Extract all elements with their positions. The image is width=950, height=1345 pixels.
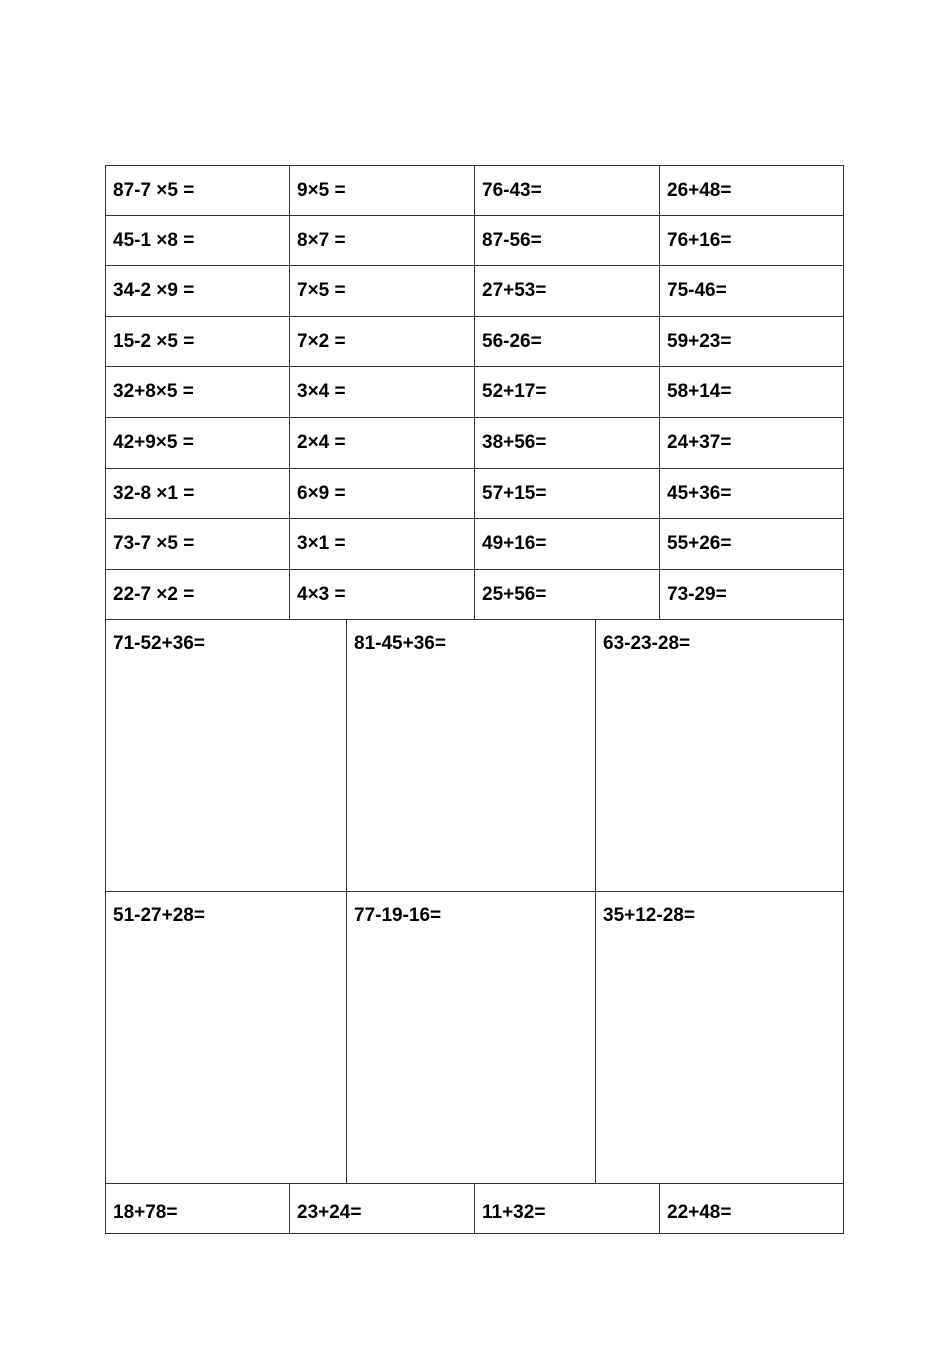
problem-cell: 11+32=: [475, 1184, 660, 1234]
problem-cell: 57+15=: [475, 469, 660, 520]
written-problem-cell: 77-19-16=: [347, 892, 596, 1184]
problem-cell: 87-56=: [475, 216, 660, 267]
written-problem-cell: 51-27+28=: [105, 892, 347, 1184]
footer-row: [105, 1184, 844, 1234]
problem-cell: 22-7 ×2 =: [105, 570, 290, 621]
written-problem-cell: 81-45+36=: [347, 620, 596, 892]
problem-cell: 18+78=: [105, 1184, 290, 1234]
problem-cell: 32-8 ×1 =: [105, 469, 290, 520]
problem-cell: 25+56=: [475, 570, 660, 621]
written-problem-cell: 35+12-28=: [596, 892, 844, 1184]
problem-cell: 15-2 ×5 =: [105, 317, 290, 368]
problem-cell: 4×3 =: [290, 570, 475, 621]
problem-cell: 75-46=: [660, 266, 844, 317]
problem-cell: 27+53=: [475, 266, 660, 317]
problem-cell: 8×7 =: [290, 216, 475, 267]
problem-cell: 26+48=: [660, 165, 844, 216]
problem-cell: 24+37=: [660, 418, 844, 469]
problem-cell: 87-7 ×5 =: [105, 165, 290, 216]
problem-cell: 73-7 ×5 =: [105, 519, 290, 570]
problem-cell: 3×4 =: [290, 367, 475, 418]
problem-cell: 55+26=: [660, 519, 844, 570]
problem-cell: 52+17=: [475, 367, 660, 418]
problem-cell: 38+56=: [475, 418, 660, 469]
problem-cell: 7×2 =: [290, 317, 475, 368]
written-problem-cell: 63-23-28=: [596, 620, 844, 892]
problem-cell: 42+9×5 =: [105, 418, 290, 469]
problem-cell: 7×5 =: [290, 266, 475, 317]
problem-cell: 2×4 =: [290, 418, 475, 469]
written-problems-grid: [105, 620, 844, 1184]
problem-cell: 23+24=: [290, 1184, 475, 1234]
problem-cell: 45+36=: [660, 469, 844, 520]
problem-cell: 34-2 ×9 =: [105, 266, 290, 317]
worksheet: [105, 165, 844, 1234]
problem-cell: 9×5 =: [290, 165, 475, 216]
written-problem-cell: 71-52+36=: [105, 620, 347, 892]
problem-cell: 58+14=: [660, 367, 844, 418]
problem-cell: 45-1 ×8 =: [105, 216, 290, 267]
problem-cell: 49+16=: [475, 519, 660, 570]
problem-cell: 32+8×5 =: [105, 367, 290, 418]
problem-cell: 73-29=: [660, 570, 844, 621]
problem-cell: 6×9 =: [290, 469, 475, 520]
arithmetic-grid: [105, 165, 844, 620]
problem-cell: 76-43=: [475, 165, 660, 216]
problem-cell: 59+23=: [660, 317, 844, 368]
problem-cell: 76+16=: [660, 216, 844, 267]
problem-cell: 56-26=: [475, 317, 660, 368]
problem-cell: 22+48=: [660, 1184, 844, 1234]
problem-cell: 3×1 =: [290, 519, 475, 570]
